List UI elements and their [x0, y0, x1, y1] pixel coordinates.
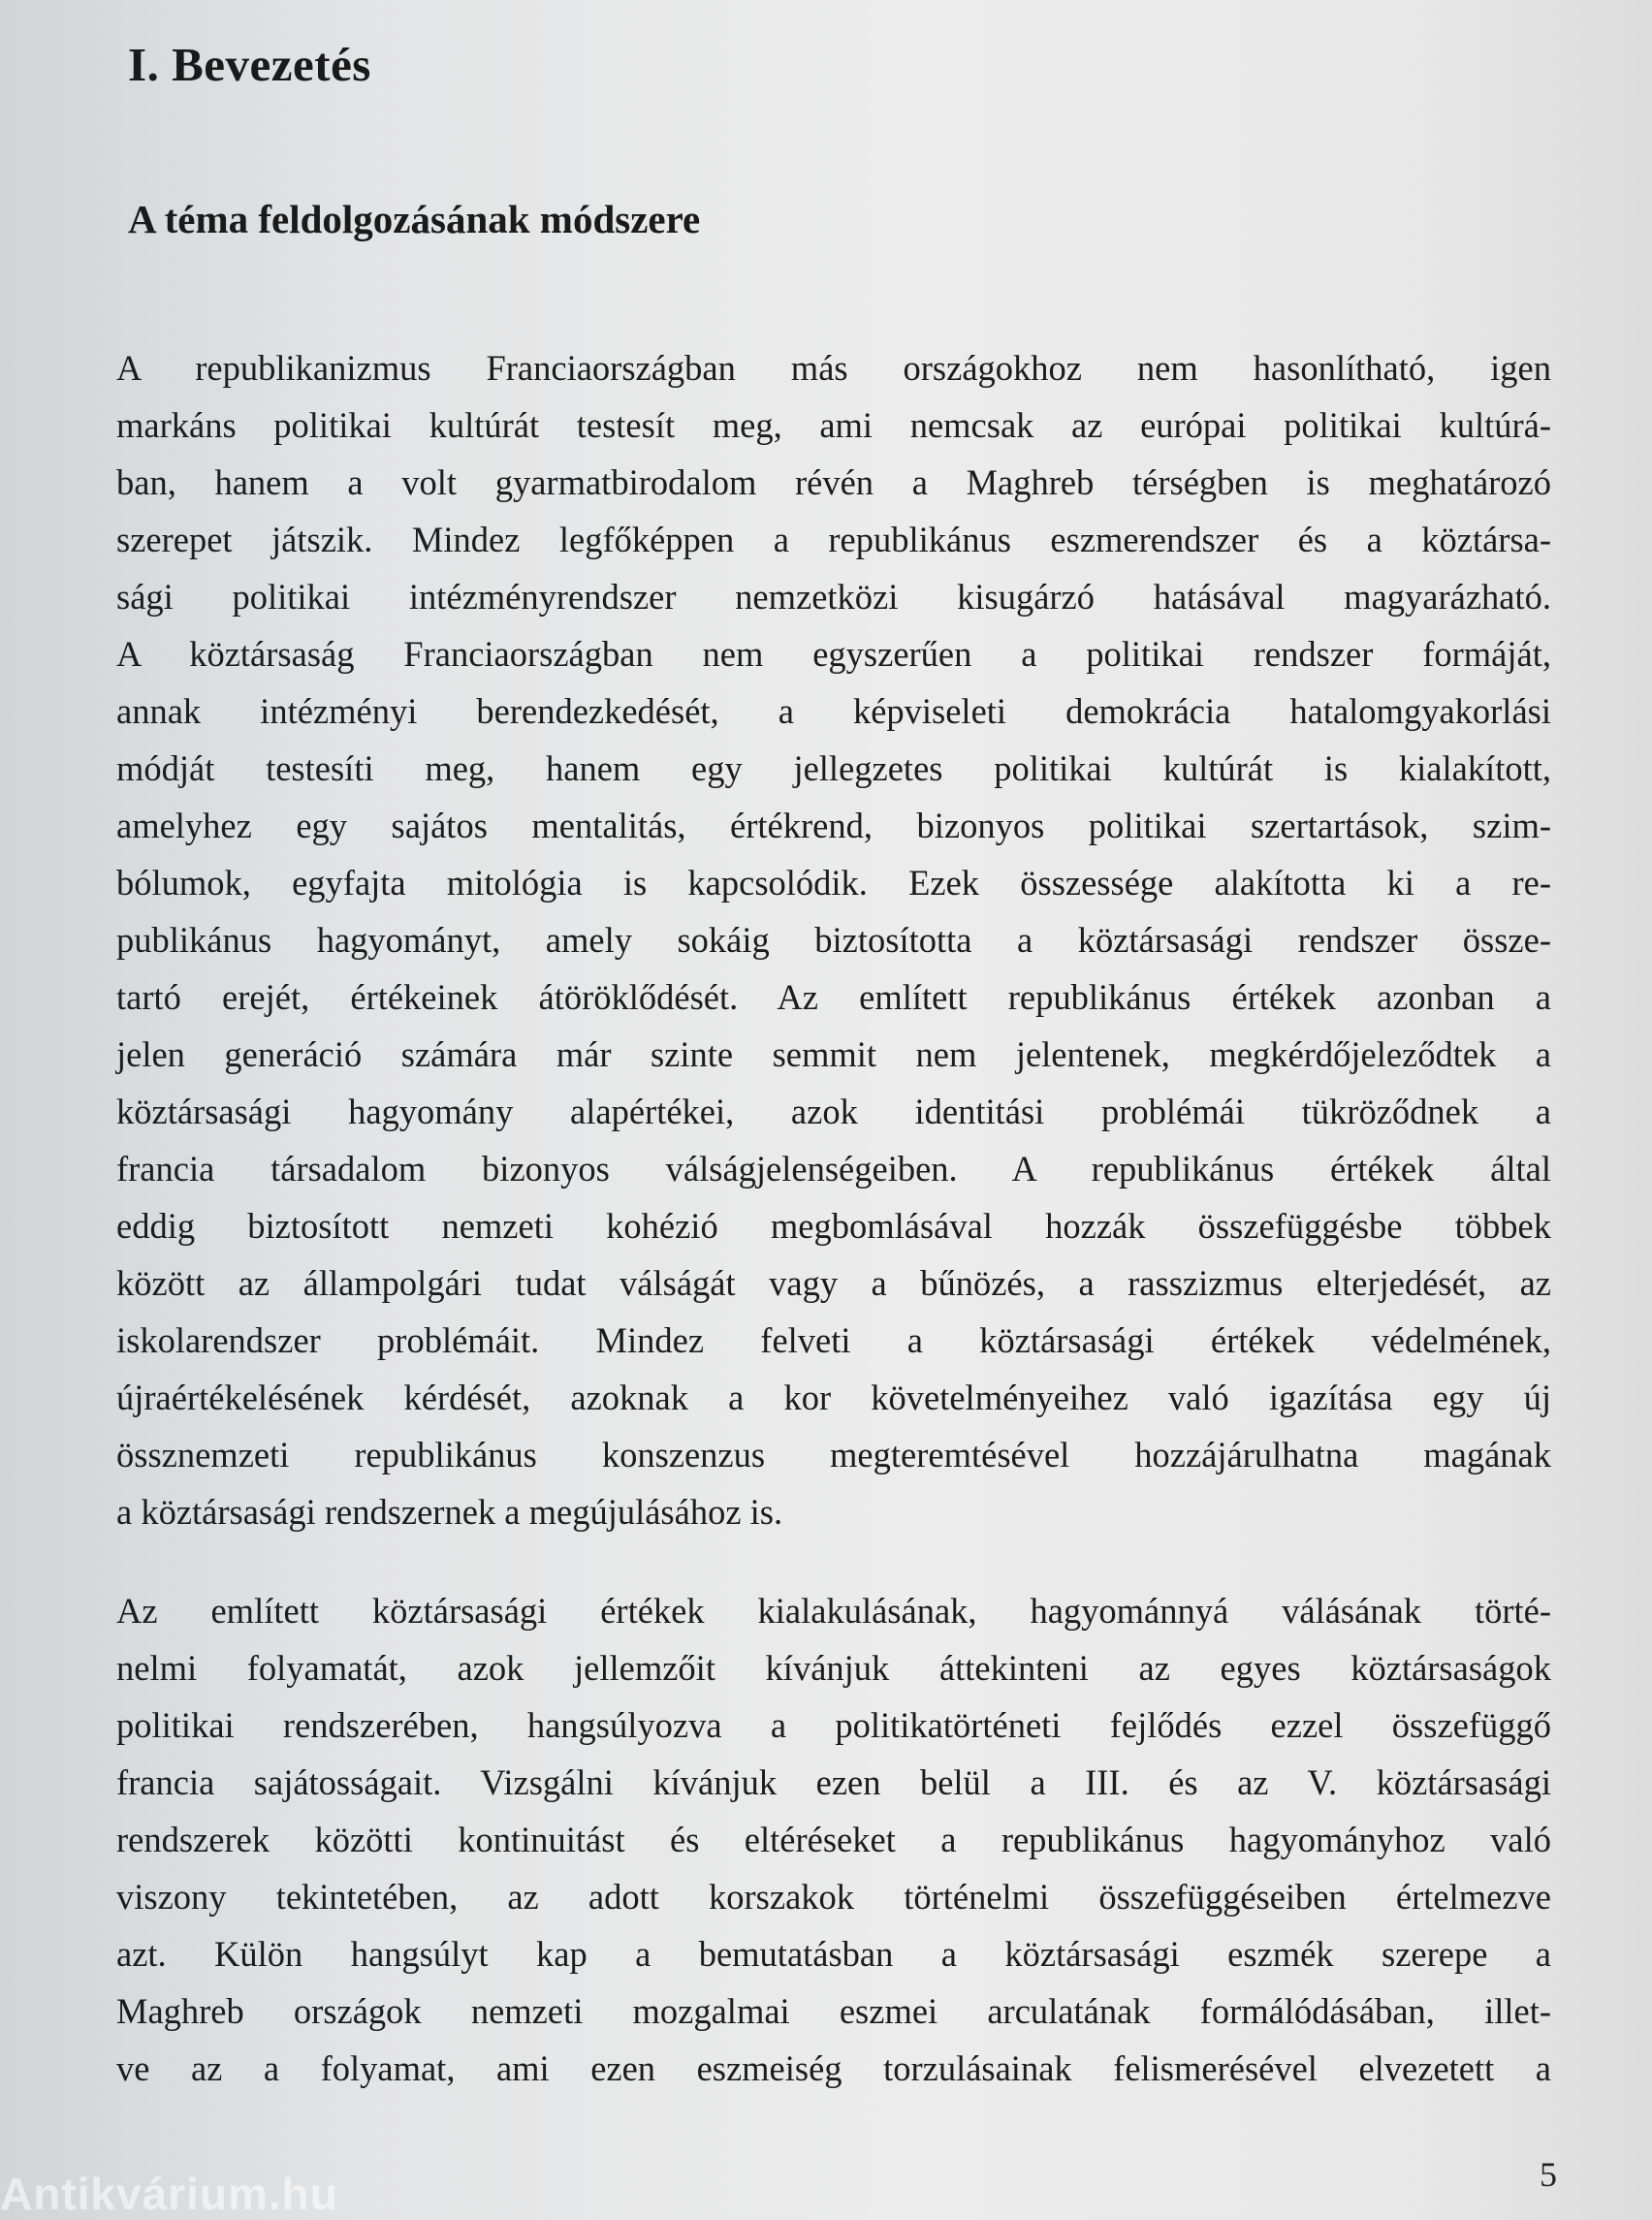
text-line: között az állampolgári tudat válságát vagy a bűnözés, a rasszizmus elterjedését, az [116, 1263, 1551, 1303]
text-line: módját testesíti meg, hanem egy jellegzetes politikai kultúrát is kialakított, [116, 748, 1551, 788]
text-line: sági politikai intézményrendszer nemzetközi kisugárzó hatásával magyarázható. [116, 577, 1551, 617]
paragraph-1 [116, 339, 1551, 1540]
text-line: ve az a folyamat, ami ezen eszmeiség torzulásainak felismerésével elvezetett a [116, 2048, 1551, 2088]
section-title: A téma feldolgozásának módszere [128, 197, 701, 241]
text-line: a köztársasági rendszernek a megújulásához is. [116, 1492, 783, 1532]
text-line: francia sajátosságait. Vizsgálni kívánjuk ezen belül a III. és az V. köztársasági [116, 1762, 1551, 1802]
text-line: rendszerek közötti kontinuitást és eltéréseket a republikánus hagyományhoz való [116, 1820, 1551, 1859]
text-line: politikai rendszerében, hangsúlyozva a politikatörténeti fejlődés ezzel összefüggő [116, 1705, 1551, 1745]
text-line: ban, hanem a volt gyarmatbirodalom révén a Maghreb térségben is meghatározó [116, 462, 1551, 502]
text-line: össznemzeti republikánus konszenzus megteremtésével hozzájárulhatna magának [116, 1435, 1551, 1475]
text-line: bólumok, egyfajta mitológia is kapcsolódik. Ezek összessége alakította ki a re- [116, 863, 1551, 903]
text-line: amelyhez egy sajátos mentalitás, értékrend, bizonyos politikai szertartások, szim- [116, 806, 1551, 845]
page-number: 5 [1540, 2155, 1557, 2194]
text-line: Az említett köztársasági értékek kialakulásának, hagyománnyá válásának törté- [116, 1591, 1551, 1631]
text-line: iskolarendszer problémáit. Mindez felveti a köztársasági értékek védelmének, [116, 1320, 1551, 1360]
text-line: publikánus hagyományt, amely sokáig biztosította a köztársasági rendszer össze- [116, 920, 1551, 960]
text-line: Maghreb országok nemzeti mozgalmai eszmei arculatának formálódásában, illet- [116, 1991, 1551, 2031]
text-line: újraértékelésének kérdését, azoknak a kor követelményeihez való igazítása egy új [116, 1378, 1551, 1417]
paragraph-2 [116, 1582, 1551, 2097]
text-line: francia társadalom bizonyos válságjelenségeiben. A republikánus értékek által [116, 1149, 1551, 1189]
text-line: jelen generáció számára már szinte semmit nem jelentenek, megkérdőjeleződtek a [116, 1034, 1551, 1074]
text-line: nelmi folyamatát, azok jellemzőit kívánjuk áttekinteni az egyes köztársaságok [116, 1648, 1551, 1688]
text-line: viszony tekintetében, az adott korszakok történelmi összefüggéseiben értelmezve [116, 1877, 1551, 1917]
text-line: A republikanizmus Franciaországban más országokhoz nem hasonlítható, igen [116, 348, 1551, 388]
text-line: annak intézményi berendezkedését, a képviseleti demokrácia hatalomgyakorlási [116, 691, 1551, 731]
text-line: tartó erejét, értékeinek átöröklődését. Az említett republikánus értékek azonban a [116, 977, 1551, 1017]
chapter-title: I. Bevezetés [128, 38, 371, 91]
text-line: szerepet játszik. Mindez legfőképpen a republikánus eszmerendszer és a köztársa- [116, 520, 1551, 559]
text-line: azt. Külön hangsúlyt kap a bemutatásban a köztársasági eszmék szerepe a [116, 1934, 1551, 1974]
text-line: köztársasági hagyomány alapértékei, azok identitási problémái tükröződnek a [116, 1092, 1551, 1131]
text-line: markáns politikai kultúrát testesít meg, ami nemcsak az európai politikai kultúrá- [116, 405, 1551, 445]
watermark-logo: Antikvárium.hu [0, 2169, 338, 2219]
text-line: A köztársaság Franciaországban nem egyszerűen a politikai rendszer formáját, [116, 634, 1551, 674]
text-line: eddig biztosított nemzeti kohézió megbomlásával hozzák összefüggésbe többek [116, 1206, 1551, 1246]
